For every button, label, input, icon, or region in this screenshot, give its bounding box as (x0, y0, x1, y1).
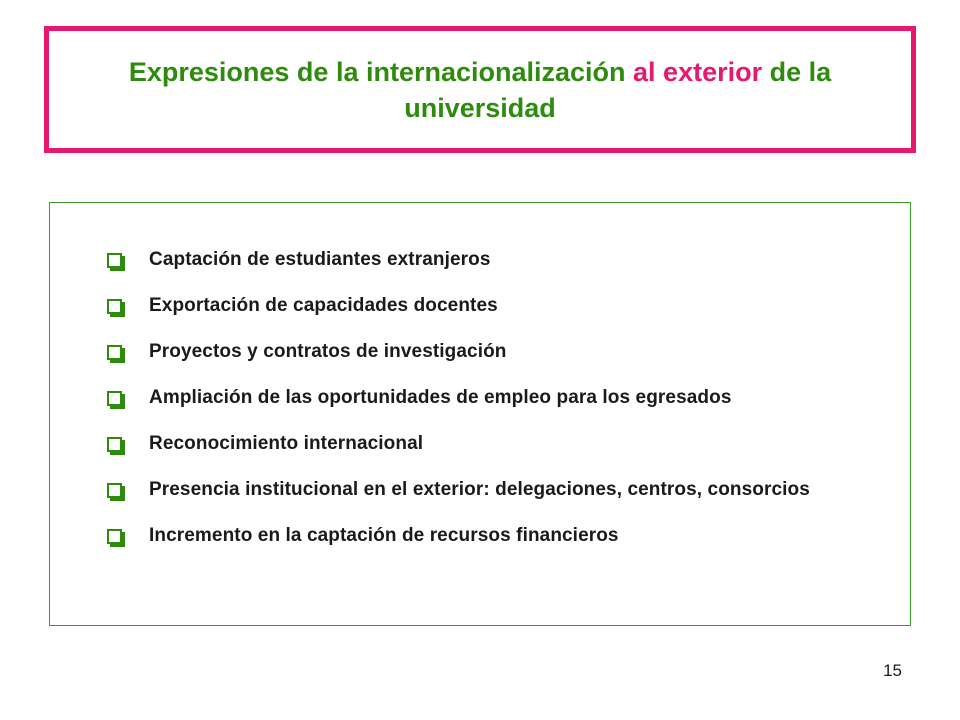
title-part1: Expresiones de la internacionalización (128, 56, 634, 87)
bullet-text: Captación de estudiantes extranjeros (149, 249, 491, 270)
checkbox-square-icon (107, 529, 122, 544)
bullet-item (107, 433, 849, 455)
bullet-text: Ampliación de las oportunidades de empleo para los egresados (149, 387, 732, 408)
checkbox-square-icon (107, 253, 122, 268)
checkbox-square-icon (107, 437, 122, 452)
bullet-item (107, 249, 849, 271)
checkbox-square-icon (107, 391, 122, 406)
page-number: 15 (883, 661, 902, 680)
checkbox-square-icon (107, 483, 122, 498)
title-box (44, 26, 916, 153)
bullet-text: Reconocimiento internacional (149, 433, 424, 454)
checkbox-square-icon (107, 299, 122, 314)
title-highlight: al exterior (633, 56, 763, 87)
bullet-item (107, 341, 849, 363)
bullet-text: Presencia institucional en el exterior: delegaciones, centros, consorcios (149, 479, 810, 500)
bullet-text: Proyectos y contratos de investigación (149, 341, 507, 362)
bullet-text: Incremento en la captación de recursos financieros (149, 525, 619, 546)
title-part2: de la universidad (404, 56, 832, 123)
bullet-item (107, 295, 849, 317)
bullet-text: Exportación de capacidades docentes (149, 295, 498, 316)
bullet-item (107, 525, 849, 547)
bullet-item (107, 479, 849, 501)
bullet-list (107, 249, 849, 571)
checkbox-square-icon (107, 345, 122, 360)
content-box (49, 202, 911, 626)
bullet-item (107, 387, 849, 409)
slide-title (60, 54, 900, 126)
